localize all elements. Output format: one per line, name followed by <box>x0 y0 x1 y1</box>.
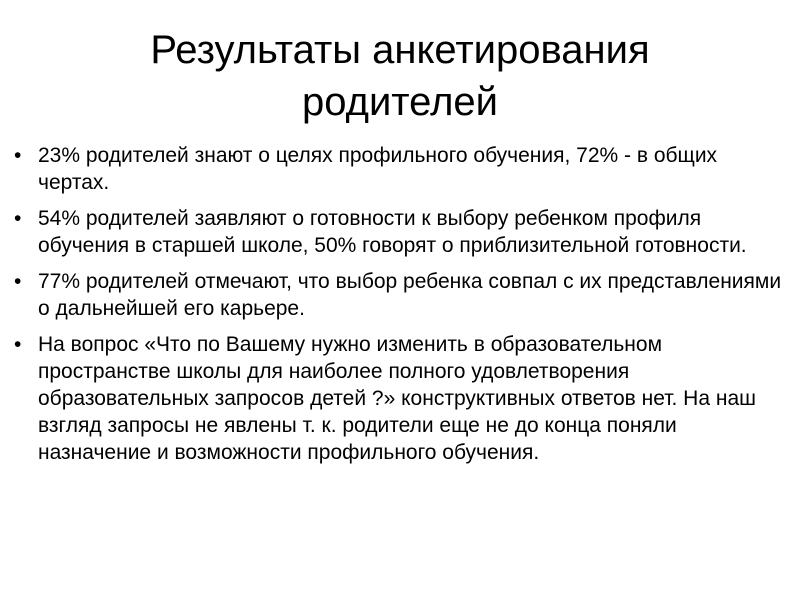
bullet-text: 77% родителей отмечают, что выбор ребенка совпал с их представлениями о дальнейшей его карьере. <box>38 270 782 320</box>
slide-title: Результаты анкетирования родителей <box>150 28 650 124</box>
bullet-dot-icon: • <box>14 207 22 230</box>
bullet-text: 23% родителей знают о целях профильного обучения, 72% - в общих чертах. <box>38 144 718 194</box>
bullet-item <box>10 205 790 259</box>
bullet-dot-icon: • <box>14 333 22 356</box>
bullet-dot-icon: • <box>14 144 22 167</box>
bullet-item <box>10 331 790 466</box>
bullet-dot-icon: • <box>14 270 22 293</box>
bullet-item <box>10 142 790 196</box>
bullet-text: На вопрос «Что по Вашему нужно изменить в образовательном пространстве школы для наиболее полного удовлетворения образовательных запросов детей ?» конструктивных ответов нет. На наш взгляд запросы не явлены т. к. родители еще не до конца поняли назначение и возможности профильного обучения. <box>38 333 756 464</box>
bullet-list <box>10 142 790 475</box>
bullet-item <box>10 268 790 322</box>
bullet-text: 54% родителей заявляют о готовности к выбору ребенком профиля обучения в старшей школе, 50% говорят о приблизительной готовности. <box>38 207 747 257</box>
